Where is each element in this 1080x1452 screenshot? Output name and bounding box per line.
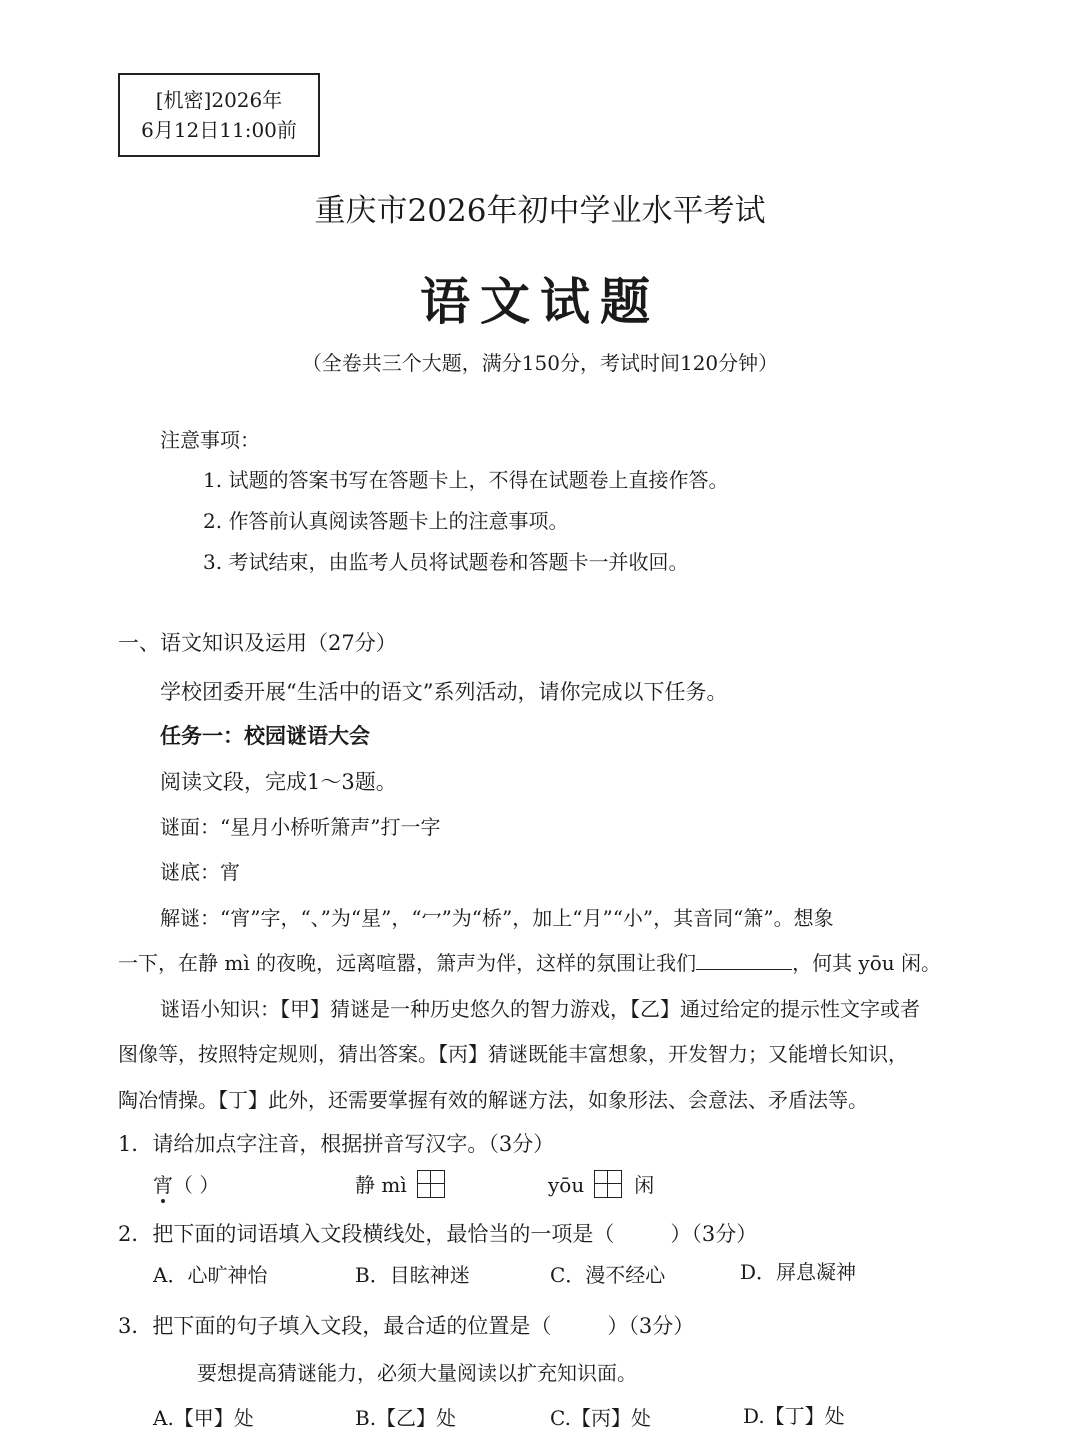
knowledge-line-2: 图像等，按照特定规则，猜出答案。【丙】猜谜既能丰富想象，开发智力；又能增长知识， — [118, 1042, 908, 1066]
q1-item-3-suffix: 闲 — [634, 1173, 655, 1197]
q1-item-2 — [355, 1169, 445, 1198]
stamp-line-2: 6月12日11:00前 — [141, 118, 297, 142]
stamp-line-1: [机密]2026年 — [155, 88, 283, 112]
tian-grid-box[interactable] — [417, 1170, 445, 1198]
task-1-title: 任务一：校园谜语大会 — [160, 723, 370, 748]
q3-option-a: A.【甲】处 — [153, 1406, 254, 1430]
fill-blank — [696, 951, 792, 970]
q3-sentence: 要想提高猜谜能力，必须大量阅读以扩充知识面。 — [197, 1361, 637, 1385]
exam-scope: （全卷共三个大题，满分150分，考试时间120分钟） — [301, 351, 779, 375]
q1-item-2-prefix: 静 mì — [355, 1173, 407, 1197]
notice-item-2: 2. 作答前认真阅读答题卡上的注意事项。 — [203, 509, 569, 533]
q2-option-c: C．漫不经心 — [550, 1263, 666, 1287]
q2-option-a: A．心旷神怡 — [153, 1263, 268, 1287]
notice-item-3: 3. 考试结束，由监考人员将试题卷和答题卡一并收回。 — [203, 550, 689, 574]
riddle-face: 谜面：“星月小桥听箫声”打一字 — [160, 815, 441, 839]
riddle-answer-line — [160, 856, 240, 885]
q2-stem-a: 2．把下面的词语填入文段横线处，最恰当的一项是（ — [118, 1222, 615, 1246]
explain-line-1: 解谜：“宵”字，“、”为“星”，“冖”为“桥”，加上“月”“小”，其音同“箫”。想象 — [160, 906, 834, 930]
read-prompt: 阅读文段，完成1～3题。 — [160, 770, 397, 794]
q3-stem-b: ）（3分） — [607, 1314, 695, 1338]
knowledge-line-1: 谜语小知识：【甲】猜谜是一种历史悠久的智力游戏，【乙】通过给定的提示性文字或者 — [160, 997, 920, 1021]
q2-option-b: B．目眩神迷 — [355, 1263, 470, 1287]
section-1-intro: 学校团委开展“生活中的语文”系列活动，请你完成以下任务。 — [160, 680, 728, 704]
q1-item-1-char: 宵 — [153, 1173, 173, 1197]
explain-line-2 — [118, 947, 941, 976]
question-1-stem: 1．请给加点字注音，根据拼音写汉字。（3分） — [118, 1132, 555, 1156]
q2-stem-b: ）（3分） — [670, 1222, 758, 1246]
notice-item-1: 1. 试题的答案书写在答题卡上，不得在试题卷上直接作答。 — [203, 468, 729, 492]
confidential-stamp — [118, 73, 320, 157]
q3-option-d: D.【丁】处 — [743, 1404, 845, 1428]
tian-grid-box[interactable] — [594, 1170, 622, 1198]
q3-stem-a: 3．把下面的句子填入文段，最合适的位置是（ — [118, 1314, 552, 1338]
q1-item-3-prefix: yōu — [548, 1173, 585, 1197]
subject-title: 语文试题 — [420, 272, 660, 331]
explain-line-2-a: 一下，在静 mì 的夜晚，远离喧嚣，箫声为伴，这样的氛围让我们 — [118, 951, 697, 975]
knowledge-line-3: 陶冶情操。【丁】此外，还需要掌握有效的解谜方法，如象形法、会意法、矛盾法等。 — [118, 1088, 868, 1112]
question-3-stem — [118, 1310, 694, 1340]
q1-item-1-paren: （ ） — [173, 1173, 220, 1197]
notice-title: 注意事项： — [160, 428, 260, 452]
q3-option-c: C.【丙】处 — [550, 1406, 651, 1430]
question-2-stem — [118, 1218, 757, 1248]
q2-option-d: D．屏息凝神 — [740, 1260, 857, 1284]
q1-item-1 — [153, 1169, 219, 1198]
section-1-title: 一、语文知识及运用（27分） — [118, 631, 397, 655]
riddle-answer-label: 谜底： — [160, 860, 220, 884]
riddle-answer: 宵 — [220, 860, 240, 884]
exam-name: 重庆市2026年初中学业水平考试 — [314, 193, 766, 229]
q3-option-b: B.【乙】处 — [355, 1406, 457, 1430]
explain-line-2-b: ，何其 yōu 闲。 — [792, 951, 942, 975]
q1-item-3 — [548, 1169, 654, 1198]
